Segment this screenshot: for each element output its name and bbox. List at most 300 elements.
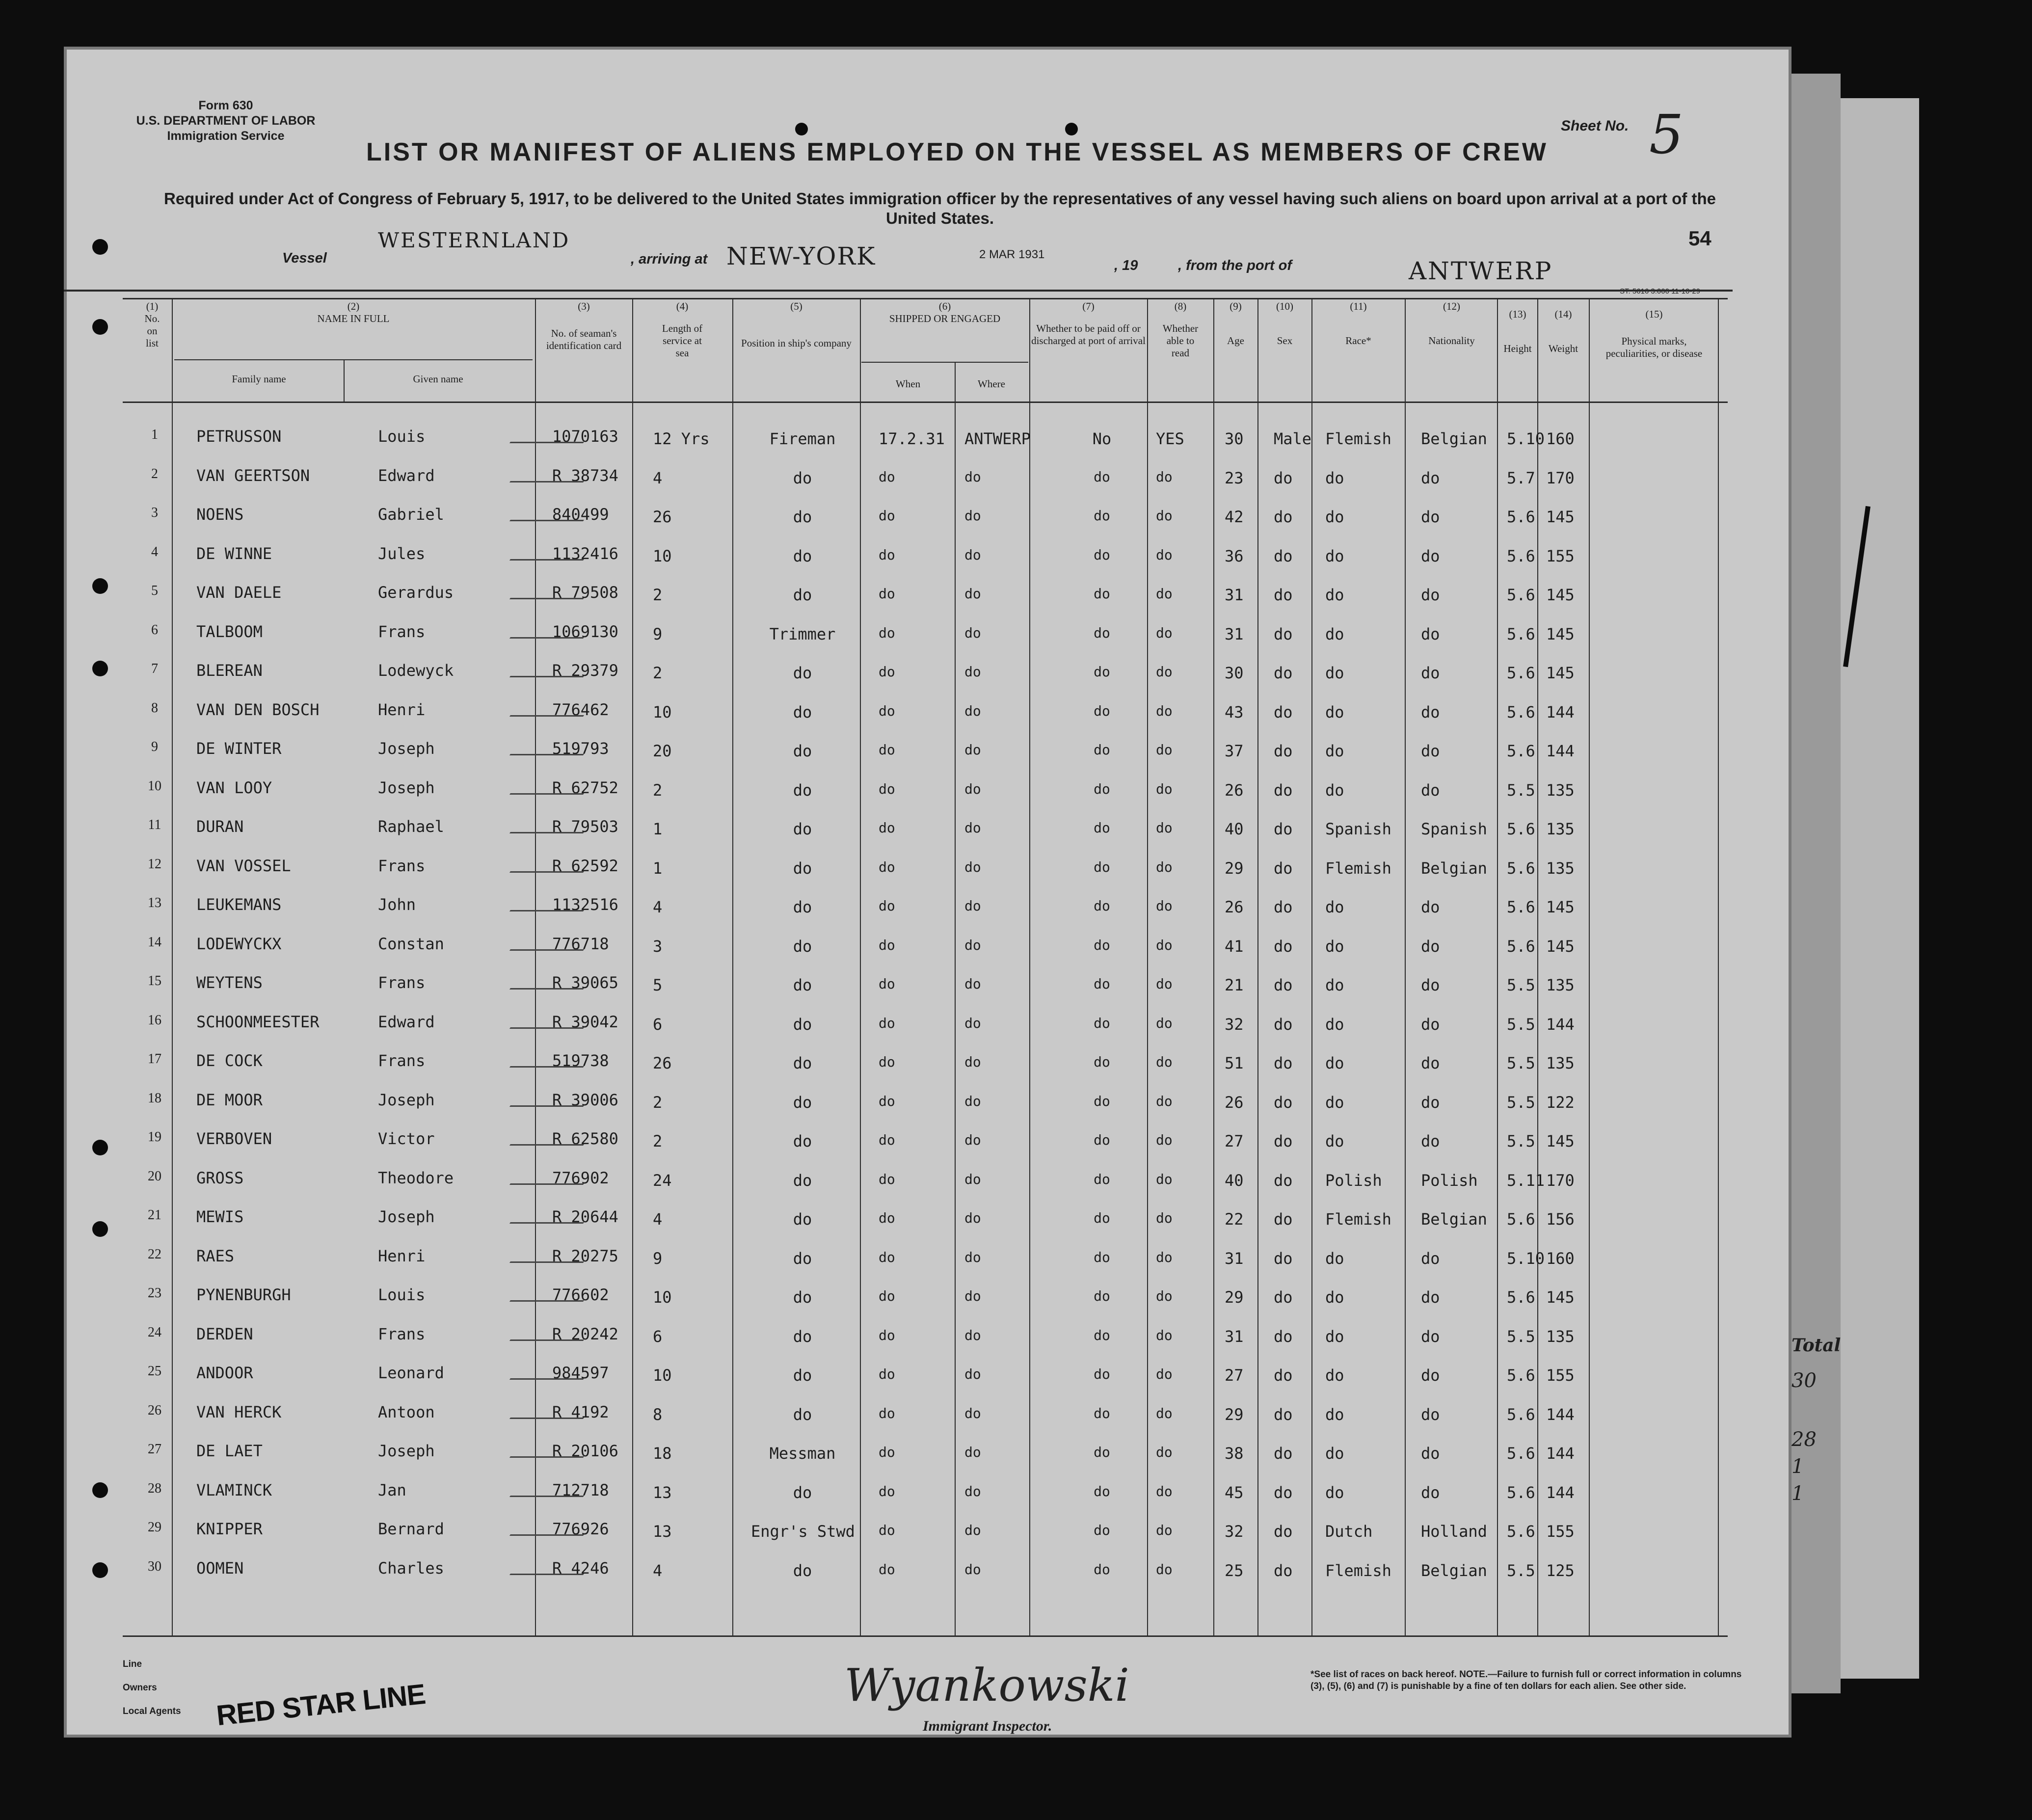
col-header-6a: When	[895, 378, 921, 390]
service-length: 26	[653, 508, 672, 526]
shipped-when: do	[879, 508, 895, 524]
service-length: 6	[653, 1015, 663, 1034]
paid-off: do	[1094, 1405, 1110, 1421]
agent-stamp: RED STAR LINE	[214, 1678, 427, 1732]
family-name: TALBOOM	[196, 622, 263, 641]
tally-value: 1	[1791, 1482, 1804, 1505]
weight: 144	[1546, 1483, 1575, 1502]
paid-off: do	[1094, 1444, 1110, 1460]
column-rule	[1589, 298, 1590, 1635]
nationality: Polish	[1421, 1171, 1478, 1190]
shipped-when: do	[879, 586, 895, 602]
shipped-where: do	[964, 820, 981, 836]
col-header-11	[1313, 300, 1404, 347]
family-name: NOENS	[196, 505, 244, 524]
position: do	[793, 508, 812, 526]
height: 5.6	[1507, 742, 1535, 760]
paid-off: do	[1094, 1132, 1110, 1148]
col-header-3	[536, 300, 632, 352]
able-to-read: do	[1156, 586, 1173, 602]
shipped-when: do	[879, 1444, 895, 1460]
shipped-where: do	[964, 1249, 981, 1265]
column-rule	[1405, 298, 1406, 1635]
row-number: 6	[151, 622, 158, 638]
family-name: VAN DEN BOSCH	[196, 700, 320, 719]
age: 26	[1225, 898, 1244, 916]
position: do	[793, 976, 812, 994]
sex: do	[1274, 1327, 1293, 1346]
age: 30	[1225, 664, 1244, 682]
shipped-when: do	[879, 664, 895, 680]
shipped-when: do	[879, 1366, 895, 1382]
row-number: 1	[151, 427, 158, 442]
nationality: do	[1421, 468, 1440, 487]
able-to-read: do	[1156, 546, 1173, 563]
paid-off: do	[1094, 780, 1110, 797]
service-length: 13	[653, 1522, 672, 1541]
shipped-when: do	[879, 820, 895, 836]
footer-note: *See list of races on back hereof. NOTE.—Failure to furnish full or correct information in columns (3), (5), (6) and (7) is punishable by a fine of ten dollars for each alien. See other side.	[1310, 1669, 1742, 1691]
height: 5.6	[1507, 1444, 1535, 1463]
id-card: 776602	[552, 1285, 609, 1304]
sex: do	[1274, 546, 1293, 565]
age: 38	[1225, 1444, 1244, 1463]
col-label: NAME IN FULL	[317, 313, 390, 324]
total-label: Total	[1791, 1335, 1841, 1356]
weight: 170	[1546, 1171, 1575, 1190]
shipped-where: do	[964, 1561, 981, 1578]
row-number: 14	[148, 934, 161, 950]
given-name: John	[378, 895, 416, 914]
nationality: do	[1421, 546, 1440, 565]
race: do	[1325, 1288, 1344, 1307]
row-number: 19	[148, 1129, 161, 1145]
family-name: ANDOOR	[196, 1364, 253, 1382]
given-name: Theodore	[378, 1168, 454, 1187]
row-number: 15	[148, 973, 161, 989]
row-number: 3	[151, 505, 158, 520]
race: do	[1325, 976, 1344, 994]
table-top-rule-2	[123, 298, 1728, 299]
paid-off: do	[1094, 1366, 1110, 1382]
id-card: R 4192	[552, 1402, 609, 1421]
row-number: 17	[148, 1051, 161, 1067]
able-to-read: do	[1156, 820, 1173, 836]
paid-off: do	[1094, 1561, 1110, 1578]
shipped-where: do	[964, 546, 981, 563]
given-name: Bernard	[378, 1520, 444, 1538]
age: 31	[1225, 624, 1244, 643]
row-number: 5	[151, 583, 158, 598]
shipped-where: do	[964, 858, 981, 875]
height: 5.6	[1507, 624, 1535, 643]
able-to-read: do	[1156, 1132, 1173, 1148]
position: do	[793, 664, 812, 682]
shipped-when: do	[879, 1210, 895, 1226]
shipped-when: do	[879, 1522, 895, 1538]
race: do	[1325, 1054, 1344, 1072]
age: 40	[1225, 1171, 1244, 1190]
family-name: KNIPPER	[196, 1520, 263, 1538]
position: do	[793, 1405, 812, 1424]
age: 42	[1225, 508, 1244, 526]
height: 5.5	[1507, 1327, 1535, 1346]
nationality: do	[1421, 742, 1440, 760]
punch-hole	[92, 1562, 108, 1578]
able-to-read: do	[1156, 664, 1173, 680]
sex: do	[1274, 780, 1293, 800]
given-name: Frans	[378, 1324, 426, 1343]
service-length: 1	[653, 820, 663, 838]
family-name: DE WINTER	[196, 739, 282, 758]
row-number: 4	[151, 544, 158, 560]
shipped-where: do	[964, 1366, 981, 1382]
race: do	[1325, 1093, 1344, 1112]
able-to-read: YES	[1156, 429, 1184, 448]
col-number: (9)	[1230, 300, 1242, 312]
col-label: Physical marks, peculiarities, or disease	[1605, 335, 1703, 359]
age: 23	[1225, 468, 1244, 487]
shipped-where: do	[964, 586, 981, 602]
paid-off: do	[1094, 664, 1110, 680]
id-card: R 20106	[552, 1442, 618, 1460]
age: 32	[1225, 1522, 1244, 1541]
col-number: (10)	[1276, 300, 1293, 312]
id-card: R 62592	[552, 856, 618, 875]
inspector-label: Immigrant Inspector.	[923, 1718, 1052, 1734]
nationality: do	[1421, 1327, 1440, 1346]
row-number: 18	[148, 1090, 161, 1106]
shipped-where: do	[964, 1015, 981, 1031]
position: do	[793, 1015, 812, 1034]
col-number: (12)	[1443, 300, 1460, 312]
able-to-read: do	[1156, 1483, 1173, 1499]
table-top-rule	[64, 290, 1733, 292]
able-to-read: do	[1156, 1444, 1173, 1460]
paid-off: do	[1094, 702, 1110, 719]
shipped-when: do	[879, 1327, 895, 1343]
nationality: do	[1421, 1132, 1440, 1151]
col-header-10	[1259, 300, 1310, 347]
race: do	[1325, 546, 1344, 565]
age: 41	[1225, 937, 1244, 956]
position: Messman	[769, 1444, 836, 1463]
given-name: Constan	[378, 934, 444, 953]
age: 25	[1225, 1561, 1244, 1580]
weight: 122	[1546, 1093, 1575, 1112]
paid-off: do	[1094, 858, 1110, 875]
position: do	[793, 546, 812, 565]
family-name: DURAN	[196, 817, 244, 836]
sex: do	[1274, 898, 1293, 916]
given-name: Frans	[378, 1051, 426, 1070]
service-length: 10	[653, 546, 672, 565]
shipped-where: do	[964, 937, 981, 953]
able-to-read: do	[1156, 1288, 1173, 1304]
col-header-8	[1149, 300, 1212, 359]
position: do	[793, 702, 812, 722]
family-name: PYNENBURGH	[196, 1285, 291, 1304]
position: do	[793, 898, 812, 916]
height: 5.6	[1507, 1405, 1535, 1424]
service-length: 26	[653, 1054, 672, 1072]
row-number: 9	[151, 739, 158, 754]
shipped-where: do	[964, 702, 981, 719]
weight: 135	[1546, 780, 1575, 800]
race: Flemish	[1325, 1561, 1391, 1580]
nationality: do	[1421, 702, 1440, 722]
service: Immigration Service	[167, 129, 285, 143]
service-length: 2	[653, 664, 663, 682]
punch-hole	[92, 661, 108, 676]
given-name: Gerardus	[378, 583, 454, 602]
height: 5.6	[1507, 898, 1535, 916]
nationality: do	[1421, 1288, 1440, 1307]
id-card: 1070163	[552, 427, 618, 446]
id-card: 1132516	[552, 895, 618, 914]
column-rule	[732, 298, 733, 1635]
col-label: Weight	[1548, 343, 1578, 354]
position: do	[793, 1561, 812, 1580]
col-label: Whether to be paid off or discharged at port of arrival	[1031, 322, 1146, 347]
shipped-when: do	[879, 468, 895, 485]
race: Flemish	[1325, 858, 1391, 878]
age: 27	[1225, 1132, 1244, 1151]
weight: 155	[1546, 546, 1575, 565]
shipped-where: do	[964, 1288, 981, 1304]
weight: 155	[1546, 1522, 1575, 1541]
sex: Male	[1274, 429, 1312, 448]
race: do	[1325, 1249, 1344, 1268]
column-rule	[1213, 298, 1214, 1635]
sheet-label: Sheet No.	[1561, 118, 1629, 134]
paid-off: do	[1094, 1483, 1110, 1499]
row-number: 13	[148, 895, 161, 910]
row-number: 24	[148, 1324, 161, 1340]
shipped-where: do	[964, 624, 981, 641]
age: 29	[1225, 1288, 1244, 1307]
weight: 144	[1546, 1015, 1575, 1034]
weight: 160	[1546, 1249, 1575, 1268]
age: 37	[1225, 742, 1244, 760]
id-card: 1069130	[552, 622, 618, 641]
shipped-where: do	[964, 664, 981, 680]
column-rule	[172, 298, 173, 1635]
given-name: Charles	[378, 1558, 444, 1578]
service-length: 8	[653, 1405, 663, 1424]
race: do	[1325, 624, 1344, 643]
race: do	[1325, 898, 1344, 916]
col-header-13	[1498, 308, 1537, 355]
punch-hole	[92, 578, 108, 594]
given-name: Frans	[378, 973, 426, 992]
shipped-where: do	[964, 1054, 981, 1070]
column-rule	[1147, 298, 1148, 1635]
family-name: VAN DAELE	[196, 583, 282, 602]
paid-off: do	[1094, 1015, 1110, 1031]
shipped-where: do	[964, 508, 981, 524]
shipped-where: do	[964, 1093, 981, 1109]
header-bottom-rule	[123, 401, 1728, 403]
row-number: 20	[148, 1168, 161, 1184]
tally-value: 28	[1791, 1428, 1817, 1451]
col-header-5	[734, 300, 859, 349]
row-number: 26	[148, 1402, 161, 1418]
given-name: Victor	[378, 1129, 435, 1148]
position: do	[793, 1366, 812, 1385]
col-number: (5)	[790, 300, 802, 312]
able-to-read: do	[1156, 1249, 1173, 1265]
paid-off: do	[1094, 898, 1110, 914]
shipped-when: do	[879, 858, 895, 875]
service-length: 2	[653, 586, 663, 604]
position: do	[793, 742, 812, 760]
nationality: Spanish	[1421, 820, 1487, 838]
race: do	[1325, 1444, 1344, 1463]
race: do	[1325, 508, 1344, 526]
shipped-when: do	[879, 546, 895, 563]
given-name: Jan	[378, 1480, 406, 1499]
col-header-2	[174, 300, 533, 325]
family-name: DE WINNE	[196, 544, 272, 563]
col-header-7	[1031, 300, 1146, 347]
height: 5.6	[1507, 1366, 1535, 1385]
id-card: 776718	[552, 934, 609, 953]
id-card: 712718	[552, 1480, 609, 1499]
able-to-read: do	[1156, 937, 1173, 953]
given-name: Raphael	[378, 817, 444, 836]
arrival-date-stamp: 2 MAR 1931	[979, 248, 1045, 261]
sex: do	[1274, 664, 1293, 682]
year-prefix: , 19	[1114, 258, 1138, 273]
height: 5.6	[1507, 508, 1535, 526]
punch-hole	[92, 1140, 108, 1155]
col-label: No. on list	[144, 313, 160, 349]
column-rule	[860, 298, 861, 1635]
weight: 160	[1546, 429, 1575, 448]
race: Flemish	[1325, 1210, 1391, 1229]
height: 5.11	[1507, 1171, 1545, 1190]
position: do	[793, 1210, 812, 1229]
row-number: 8	[151, 700, 158, 716]
able-to-read: do	[1156, 468, 1173, 485]
shipped-when: do	[879, 1249, 895, 1265]
col-header-1	[133, 300, 172, 349]
shipped-when: do	[879, 898, 895, 914]
paid-off: do	[1094, 468, 1110, 485]
service-length: 1	[653, 858, 663, 878]
height: 5.6	[1507, 1522, 1535, 1541]
position: do	[793, 858, 812, 878]
able-to-read: do	[1156, 1093, 1173, 1109]
given-name: Joseph	[378, 1442, 435, 1460]
given-name: Joseph	[378, 778, 435, 797]
age: 26	[1225, 780, 1244, 800]
line-label: Line	[123, 1659, 142, 1669]
position: Trimmer	[769, 624, 836, 643]
stamp-number: 54	[1688, 227, 1711, 250]
race: do	[1325, 1366, 1344, 1385]
row-number: 29	[148, 1520, 161, 1535]
able-to-read: do	[1156, 508, 1173, 524]
nationality: do	[1421, 898, 1440, 916]
age: 45	[1225, 1483, 1244, 1502]
row-number: 21	[148, 1207, 161, 1223]
family-name: VAN GEERTSON	[196, 466, 310, 485]
position: do	[793, 1327, 812, 1346]
page-title: LIST OR MANIFEST OF ALIENS EMPLOYED ON THE VESSEL AS MEMBERS OF CREW	[366, 138, 1548, 166]
paid-off: do	[1094, 586, 1110, 602]
able-to-read: do	[1156, 1015, 1173, 1031]
shipped-when: do	[879, 1015, 895, 1031]
row-number: 7	[151, 661, 158, 676]
weight: 145	[1546, 624, 1575, 643]
id-card: 984597	[552, 1364, 609, 1382]
column-rule	[1311, 298, 1312, 1635]
shipped-where: do	[964, 1405, 981, 1421]
form-number: Form 630	[198, 99, 253, 112]
race: Flemish	[1325, 429, 1391, 448]
nationality: Belgian	[1421, 1561, 1487, 1580]
height: 5.5	[1507, 1561, 1535, 1580]
row-number: 27	[148, 1442, 161, 1457]
row-number: 11	[148, 817, 161, 832]
height: 5.5	[1507, 1015, 1535, 1034]
given-name: Joseph	[378, 1090, 435, 1109]
table-bottom-rule	[123, 1635, 1728, 1637]
given-name: Antoon	[378, 1402, 435, 1421]
row-number: 10	[148, 778, 161, 794]
sex: do	[1274, 1210, 1293, 1229]
race: do	[1325, 742, 1344, 760]
service-length: 4	[653, 468, 663, 487]
col-label: Race*	[1345, 335, 1371, 347]
id-card: R 79508	[552, 583, 618, 602]
shipped-where: do	[964, 1522, 981, 1538]
family-name: WEYTENS	[196, 973, 263, 992]
nationality: do	[1421, 1249, 1440, 1268]
family-name: OOMEN	[196, 1558, 244, 1578]
able-to-read: do	[1156, 898, 1173, 914]
family-name: DERDEN	[196, 1324, 253, 1343]
sex: do	[1274, 586, 1293, 604]
position: do	[793, 780, 812, 800]
height: 5.6	[1507, 664, 1535, 682]
sheet-number: 5	[1649, 103, 1684, 166]
shipped-when: 17.2.31	[879, 429, 945, 448]
service-length: 10	[653, 1366, 672, 1385]
race: do	[1325, 780, 1344, 800]
col-header-15	[1590, 308, 1718, 360]
given-name: Henri	[378, 700, 426, 719]
weight: 145	[1546, 586, 1575, 604]
column-rule	[1718, 298, 1719, 1635]
shipped-where: do	[964, 976, 981, 992]
vessel-name: WESTERNLAND	[378, 228, 570, 252]
age: 51	[1225, 1054, 1244, 1072]
nationality: do	[1421, 1444, 1440, 1463]
position: do	[793, 1288, 812, 1307]
sex: do	[1274, 1249, 1293, 1268]
col-label: Age	[1227, 335, 1244, 347]
height: 5.6	[1507, 1288, 1535, 1307]
col-header-9	[1215, 300, 1257, 347]
sex: do	[1274, 1561, 1293, 1580]
department: U.S. DEPARTMENT OF LABOR	[136, 114, 316, 128]
given-name: Joseph	[378, 1207, 435, 1226]
agents-label: Local Agents	[123, 1706, 181, 1716]
age: 21	[1225, 976, 1244, 994]
